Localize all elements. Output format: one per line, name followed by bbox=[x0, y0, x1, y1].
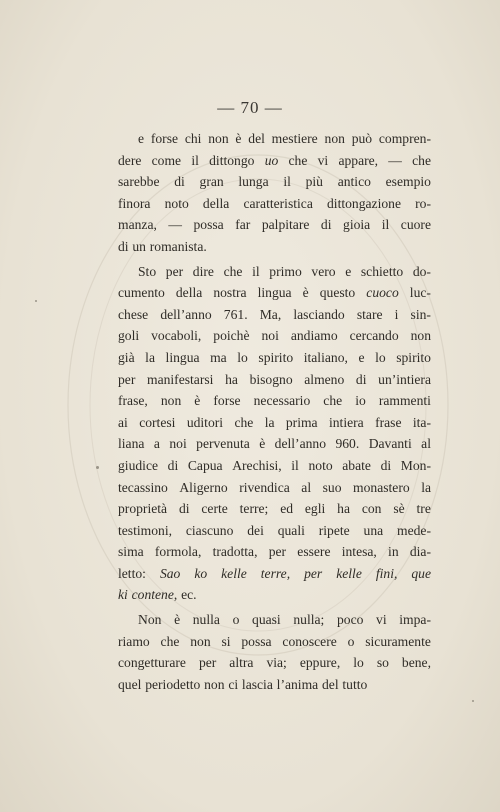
word: intiera bbox=[328, 414, 364, 430]
word: sima bbox=[118, 544, 144, 560]
text-line bbox=[118, 584, 431, 606]
text-line bbox=[118, 214, 431, 236]
word: non bbox=[204, 676, 225, 692]
word: come bbox=[151, 152, 182, 168]
word: in bbox=[388, 544, 399, 560]
word: noi bbox=[169, 436, 187, 452]
text-line bbox=[118, 631, 431, 653]
word: manifestarsi bbox=[147, 371, 214, 387]
word: romanista. bbox=[149, 238, 207, 254]
word: forse bbox=[213, 393, 241, 409]
word: ki bbox=[118, 587, 128, 603]
word: è bbox=[302, 285, 309, 301]
word: quasi bbox=[252, 612, 281, 628]
text-line bbox=[118, 390, 431, 412]
word: kelle bbox=[336, 565, 362, 581]
word: dia- bbox=[409, 544, 431, 560]
text-line bbox=[118, 193, 431, 215]
word: è bbox=[259, 436, 266, 452]
word: più bbox=[305, 174, 323, 190]
text-line bbox=[118, 455, 431, 477]
word: impa- bbox=[399, 612, 431, 628]
word: per bbox=[268, 544, 287, 560]
text-line bbox=[118, 282, 431, 304]
text-line bbox=[118, 150, 431, 172]
word: Non bbox=[138, 612, 162, 628]
word: è bbox=[194, 393, 201, 409]
word: — bbox=[388, 152, 402, 168]
word: il bbox=[381, 217, 390, 233]
word: sicuramente bbox=[365, 633, 431, 649]
word: — bbox=[168, 217, 182, 233]
word: vi bbox=[317, 152, 329, 168]
text-line bbox=[118, 541, 431, 563]
word: schietto bbox=[360, 263, 404, 279]
word: cuoco bbox=[366, 285, 399, 301]
word: dittongo bbox=[209, 152, 255, 168]
word: Aligerno bbox=[179, 479, 228, 495]
word: si bbox=[221, 633, 231, 649]
word: terre; bbox=[239, 501, 269, 517]
word: essere bbox=[297, 544, 331, 560]
word: appare, bbox=[338, 152, 379, 168]
word: eppure, bbox=[299, 655, 341, 671]
word: la bbox=[145, 349, 155, 365]
word: manza, bbox=[118, 217, 157, 233]
word: ai bbox=[118, 414, 128, 430]
word: poco bbox=[336, 612, 364, 628]
word: o bbox=[232, 612, 240, 628]
word: ma bbox=[210, 349, 227, 365]
word: periodetto bbox=[145, 676, 201, 692]
word: non bbox=[410, 328, 431, 344]
word: monastero bbox=[353, 479, 410, 495]
word: per bbox=[165, 263, 184, 279]
paragraph bbox=[118, 261, 431, 607]
word: e bbox=[358, 349, 365, 365]
word: non bbox=[190, 633, 211, 649]
word: intesa, bbox=[341, 544, 377, 560]
text-line bbox=[118, 674, 431, 696]
word: Ma, bbox=[259, 306, 282, 322]
word: lo bbox=[237, 349, 248, 365]
word: è bbox=[235, 131, 242, 146]
word: della bbox=[202, 195, 230, 211]
word: que bbox=[411, 565, 431, 581]
word: e bbox=[345, 263, 352, 279]
word: dell’anno bbox=[274, 436, 327, 452]
word: egli bbox=[304, 501, 326, 517]
word: spirito bbox=[396, 349, 431, 365]
word: al bbox=[421, 436, 431, 452]
word: vero bbox=[311, 263, 336, 279]
word: Capua bbox=[187, 457, 223, 473]
word: mestiere bbox=[271, 131, 318, 146]
word: di bbox=[178, 501, 190, 517]
word: di bbox=[118, 238, 129, 254]
word: caratteristica bbox=[243, 195, 313, 211]
word: ed bbox=[280, 501, 294, 517]
text-line bbox=[118, 498, 431, 520]
word: dei bbox=[247, 522, 264, 538]
word: abate bbox=[342, 457, 371, 473]
word: spirito bbox=[258, 349, 294, 365]
word: questo bbox=[319, 285, 356, 301]
word: vi bbox=[376, 612, 387, 628]
word: necessario bbox=[253, 393, 311, 409]
word: Mon- bbox=[400, 457, 431, 473]
word: Sao bbox=[159, 565, 181, 581]
word: il bbox=[283, 174, 291, 190]
word: uo bbox=[264, 152, 279, 168]
word: la bbox=[264, 414, 275, 430]
word: congetturare bbox=[118, 655, 186, 671]
word: o bbox=[347, 633, 355, 649]
word: non bbox=[324, 131, 345, 146]
text-line bbox=[118, 261, 431, 283]
text-line bbox=[118, 433, 431, 455]
word: ha bbox=[225, 371, 238, 387]
word: Davanti bbox=[368, 436, 412, 452]
word: altra bbox=[229, 655, 254, 671]
text-line bbox=[118, 477, 431, 499]
word: il bbox=[252, 263, 260, 279]
word: per bbox=[198, 655, 217, 671]
word: nulla; bbox=[293, 612, 325, 628]
word: forse bbox=[150, 131, 179, 146]
word: lasciando bbox=[293, 306, 345, 322]
word: ciascuno bbox=[185, 522, 234, 538]
word: frase, bbox=[118, 393, 148, 409]
word: la bbox=[421, 479, 431, 495]
word: l’anima bbox=[276, 676, 319, 692]
word: tutto bbox=[342, 676, 368, 692]
word: una bbox=[363, 522, 384, 538]
word: chi bbox=[184, 131, 202, 146]
word: noto bbox=[164, 195, 189, 211]
word: il bbox=[291, 457, 299, 473]
word: con bbox=[361, 501, 382, 517]
text-line bbox=[118, 325, 431, 347]
text-line bbox=[118, 304, 431, 326]
word: fini, bbox=[375, 565, 398, 581]
text-line bbox=[118, 520, 431, 542]
text-line bbox=[118, 236, 431, 258]
word: pervenuta bbox=[196, 436, 250, 452]
word: cortesi bbox=[139, 414, 176, 430]
word: uditori bbox=[186, 414, 224, 430]
word: ci bbox=[228, 676, 239, 692]
text-line bbox=[118, 652, 431, 674]
word: non bbox=[208, 131, 229, 146]
word: il bbox=[191, 152, 199, 168]
word: che bbox=[323, 393, 343, 409]
word: nostra bbox=[213, 285, 247, 301]
word: proprietà bbox=[118, 501, 168, 517]
paragraph bbox=[118, 609, 431, 695]
word: ko bbox=[194, 565, 208, 581]
word: del bbox=[322, 676, 339, 692]
word: do- bbox=[412, 263, 431, 279]
word: di bbox=[320, 217, 332, 233]
word: so bbox=[376, 655, 389, 671]
word: dell’anno bbox=[160, 306, 212, 322]
word: Sto bbox=[138, 263, 157, 279]
text-line bbox=[118, 347, 431, 369]
word: esempio bbox=[385, 174, 431, 190]
word: può bbox=[351, 131, 373, 146]
word: compren- bbox=[378, 131, 431, 146]
word: tre bbox=[416, 501, 431, 517]
word: italiano, bbox=[303, 349, 348, 365]
word: conoscere bbox=[282, 633, 337, 649]
word: che bbox=[288, 152, 308, 168]
word: noto bbox=[308, 457, 333, 473]
word: cumento bbox=[118, 285, 165, 301]
word: riamo bbox=[118, 633, 150, 649]
word: un’intiera bbox=[378, 371, 431, 387]
word: cuore bbox=[400, 217, 431, 233]
word: dire bbox=[192, 263, 214, 279]
word: poichè bbox=[213, 328, 250, 344]
word: sarebbe bbox=[118, 174, 160, 190]
word: liana bbox=[118, 436, 145, 452]
word: ita- bbox=[412, 414, 431, 430]
word: sè bbox=[393, 501, 405, 517]
word: chese bbox=[118, 306, 149, 322]
word: della bbox=[175, 285, 203, 301]
text-line bbox=[118, 563, 431, 585]
word: un bbox=[132, 238, 146, 254]
word: dere bbox=[118, 152, 142, 168]
word: mede- bbox=[397, 522, 431, 538]
word: di bbox=[174, 174, 185, 190]
word: formola, bbox=[154, 544, 202, 560]
word: almeno bbox=[304, 371, 345, 387]
text-line bbox=[118, 609, 431, 631]
word: che bbox=[160, 633, 180, 649]
word: è bbox=[174, 612, 181, 628]
word: prima bbox=[285, 414, 318, 430]
word: vocaboli, bbox=[151, 328, 202, 344]
word: io bbox=[355, 393, 366, 409]
word: tecassino bbox=[118, 479, 168, 495]
word: dittongazione bbox=[327, 195, 401, 211]
word: sin- bbox=[410, 306, 431, 322]
word: noi bbox=[261, 328, 279, 344]
word: frase bbox=[375, 414, 402, 430]
word: certe bbox=[201, 501, 228, 517]
word: suo bbox=[322, 479, 342, 495]
word: andiamo bbox=[290, 328, 338, 344]
word: i bbox=[394, 306, 399, 322]
word: lingua bbox=[165, 349, 200, 365]
word: rammenti bbox=[378, 393, 431, 409]
word: giudice bbox=[118, 457, 159, 473]
word: 960. bbox=[335, 436, 360, 452]
word: di bbox=[167, 457, 179, 473]
word: lascia bbox=[241, 676, 273, 692]
word: a bbox=[153, 436, 160, 452]
word: primo bbox=[269, 263, 302, 279]
word: gioia bbox=[343, 217, 371, 233]
word: ec. bbox=[181, 587, 197, 603]
word: possa bbox=[241, 633, 272, 649]
word: via; bbox=[266, 655, 287, 671]
body-text bbox=[118, 128, 431, 695]
paragraph bbox=[118, 128, 431, 258]
word: di bbox=[380, 457, 392, 473]
word: gran bbox=[199, 174, 224, 190]
word: ro- bbox=[415, 195, 431, 211]
word: lingua bbox=[257, 285, 292, 301]
word: nulla bbox=[192, 612, 220, 628]
text-line bbox=[118, 369, 431, 391]
word: per bbox=[118, 371, 136, 387]
word: che bbox=[223, 263, 243, 279]
word: testimoni, bbox=[118, 522, 172, 538]
word: luc- bbox=[409, 285, 431, 301]
word: lo bbox=[353, 655, 364, 671]
word: stare bbox=[356, 306, 383, 322]
word: ha bbox=[337, 501, 350, 517]
word: finora bbox=[118, 195, 151, 211]
word: 761. bbox=[223, 306, 248, 322]
word: al bbox=[301, 479, 312, 495]
word: terre, bbox=[260, 565, 291, 581]
word: quali bbox=[277, 522, 305, 538]
word: lunga bbox=[238, 174, 269, 190]
word: antico bbox=[337, 174, 371, 190]
word: palpitare bbox=[261, 217, 310, 233]
text-line bbox=[118, 128, 431, 150]
word: far bbox=[235, 217, 251, 233]
text-line bbox=[118, 412, 431, 434]
word: tradotta, bbox=[212, 544, 258, 560]
word: per bbox=[304, 565, 323, 581]
word: cercando bbox=[349, 328, 399, 344]
word: già bbox=[118, 349, 135, 365]
word: bisogno bbox=[249, 371, 293, 387]
word: ripete bbox=[318, 522, 350, 538]
word: kelle bbox=[221, 565, 247, 581]
word: goli bbox=[118, 328, 140, 344]
word: letto: bbox=[118, 565, 146, 581]
text-line bbox=[118, 171, 431, 193]
page-number: — 70 — bbox=[217, 98, 283, 117]
word: che bbox=[234, 414, 254, 430]
word: rivendica bbox=[239, 479, 290, 495]
word: di bbox=[355, 371, 367, 387]
word: bene, bbox=[401, 655, 431, 671]
word: quel bbox=[118, 676, 142, 692]
word: non bbox=[160, 393, 182, 409]
word: che bbox=[412, 152, 431, 168]
word: del bbox=[248, 131, 265, 146]
word: possa bbox=[193, 217, 224, 233]
word: contene, bbox=[131, 587, 178, 603]
word: e bbox=[138, 131, 145, 146]
word: lo bbox=[375, 349, 386, 365]
word: Arechisi, bbox=[232, 457, 282, 473]
